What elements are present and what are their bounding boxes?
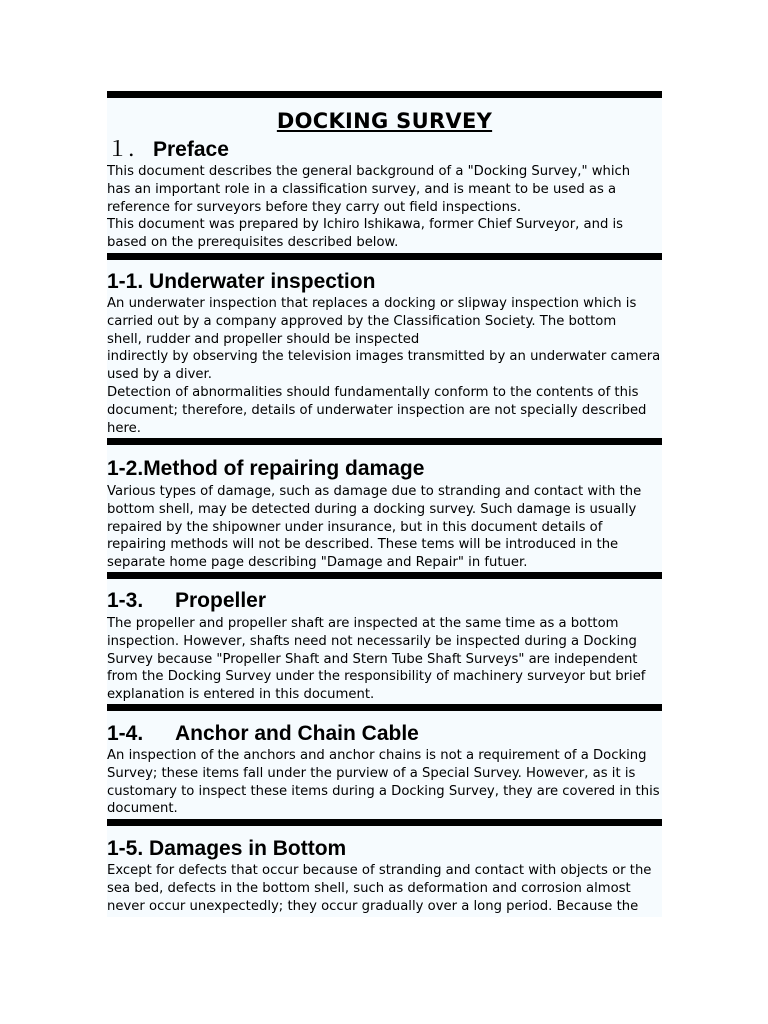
section-divider <box>107 819 662 826</box>
document-title: DOCKING SURVEY <box>276 109 493 133</box>
section-heading-damages-in-bottom: 1-5. Damages in Bottom <box>107 837 347 860</box>
section-divider <box>107 572 662 579</box>
section-text-propeller: The propeller and propeller shaft are inspected at the same time as a bottom inspection. However, shafts need not necessarily be inspected during a Docking Survey because "Propeller Shaft and Stern Tube Shaft Surveys" are independent from the Docking Survey under the responsibility of machinery surveyor but brief explanation is entered in this document. <box>107 616 646 703</box>
section-divider <box>107 704 662 711</box>
section-text-preface: This document describes the general background of a "Docking Survey," which has an important role in a classification survey, and is meant to be used as a reference for surveyors before they carry out field inspections. This document was prepared by Ichiro Ishikawa, former Chief Surveyor, and is based on the prerequisites described below. <box>107 164 631 251</box>
section-text-method-of-repairing-damage: Various types of damage, such as damage due to stranding and contact with the bottom shell, may be detected during a docking survey. Such damage is usually repaired by the shipowner under insurance, but in this document details of repairing methods will not be described. These tems will be introduced in the separate home page describing "Damage and Repair" in futuer. <box>107 484 642 571</box>
section-text-damages-in-bottom: Except for defects that occur because of stranding and contact with objects or the sea bed, defects in the bottom shell, such as deformation and corrosion almost never occur unexpectedly; they occur gradually over a long period. Because the <box>107 863 652 914</box>
section-divider <box>107 91 662 98</box>
document-body <box>107 91 662 917</box>
section-divider <box>107 253 662 260</box>
section-text-anchor-and-chain-cable: An inspection of the anchors and anchor chains is not a requirement of a Docking Survey; these items fall under the purview of a Special Survey. However, as it is customary to inspect these items during a Docking Survey, they are covered in this document. <box>107 748 660 817</box>
section-divider <box>107 438 662 445</box>
section-text-underwater-inspection: An underwater inspection that replaces a docking or slipway inspection which is carried out by a company approved by the Classification Society. The bottom shell, rudder and propeller should be inspected indirectly by observing the television images transmitted by an underwater camera used by a diver. Detection of abnormalities should fundamentally conform to the contents of this document; therefore, details of underwater inspection are not specially described here. <box>107 296 661 436</box>
section-heading-method-of-repairing-damage: 1-2.Method of repairing damage <box>107 457 425 480</box>
section-heading-anchor-and-chain-cable: 1-4. Anchor and Chain Cable <box>107 722 419 745</box>
section-heading-preface: １． Preface <box>107 137 229 161</box>
section-heading-propeller: 1-3. Propeller <box>107 589 267 612</box>
section-heading-underwater-inspection: 1-1. Underwater inspection <box>107 270 376 293</box>
